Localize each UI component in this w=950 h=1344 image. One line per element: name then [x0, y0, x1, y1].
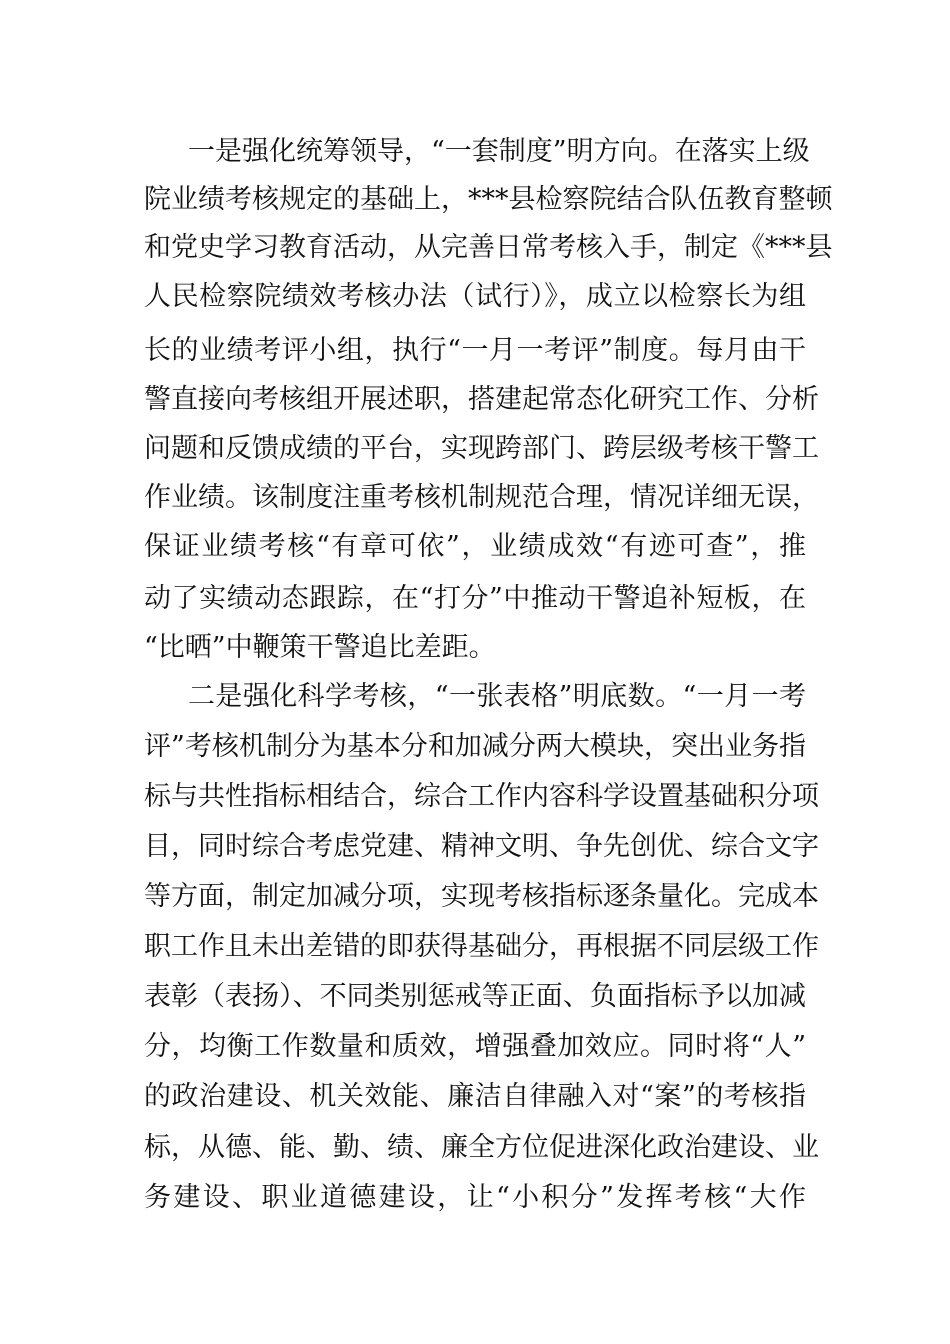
text-line: 长的业绩考评小组，执行“一月一考评”制度。每月由干 [144, 335, 806, 366]
text-line: 动了实绩动态跟踪，在“打分”中推动干警追补短板，在 [144, 583, 806, 614]
text-line: 标与共性指标相结合，综合工作内容科学设置基础积分项 [144, 781, 819, 812]
text-line: 二是强化科学考核，“一张表格”明底数。“一月一考 [188, 681, 806, 712]
text-line: 务建设、职业道德建设，让“小积分”发挥考核“大作 [144, 1182, 806, 1213]
text-line: 等方面，制定加减分项，实现考核指标逐条量化。完成本 [144, 881, 819, 912]
text-line: “比晒”中鞭策干警追比差距。 [144, 632, 496, 663]
text-line: 和党史学习教育活动，从完善日常考核入手，制定《***县 [144, 232, 833, 263]
text-line: 警直接向考核组开展述职，搭建起常态化研究工作、分析 [144, 384, 819, 415]
text-line: 保证业绩考核“有章可依”，业绩成效“有迹可查”，推 [144, 531, 806, 562]
text-line: 人民检察院绩效考核办法（试行）》，成立以检察长为组 [144, 281, 806, 312]
text-line: 院业绩考核规定的基础上，***县检察院结合队伍教育整顿 [144, 184, 833, 215]
text-line: 一是强化统筹领导，“一套制度”明方向。在落实上级 [188, 136, 810, 167]
text-line: 评”考核机制分为基本分和加减分两大模块，突出业务指 [144, 731, 806, 762]
text-line: 的政治建设、机关效能、廉洁自律融入对“案”的考核指 [144, 1081, 806, 1112]
text-line: 问题和反馈成绩的平台，实现跨部门、跨层级考核干警工 [144, 433, 819, 464]
text-line: 标，从德、能、勤、绩、廉全方位促进深化政治建设、业 [144, 1132, 819, 1163]
text-line: 表彰（表扬）、不同类别惩戒等正面、负面指标予以加减 [144, 981, 806, 1012]
text-line: 职工作且未出差错的即获得基础分，再根据不同层级工作 [144, 931, 819, 962]
text-line: 作业绩。该制度注重考核机制规范合理，情况详细无误， [144, 482, 819, 513]
text-line: 目，同时综合考虑党建、精神文明、争先创优、综合文字 [144, 831, 819, 862]
text-line: 分，均衡工作数量和质效，增强叠加效应。同时将“人” [144, 1031, 806, 1062]
